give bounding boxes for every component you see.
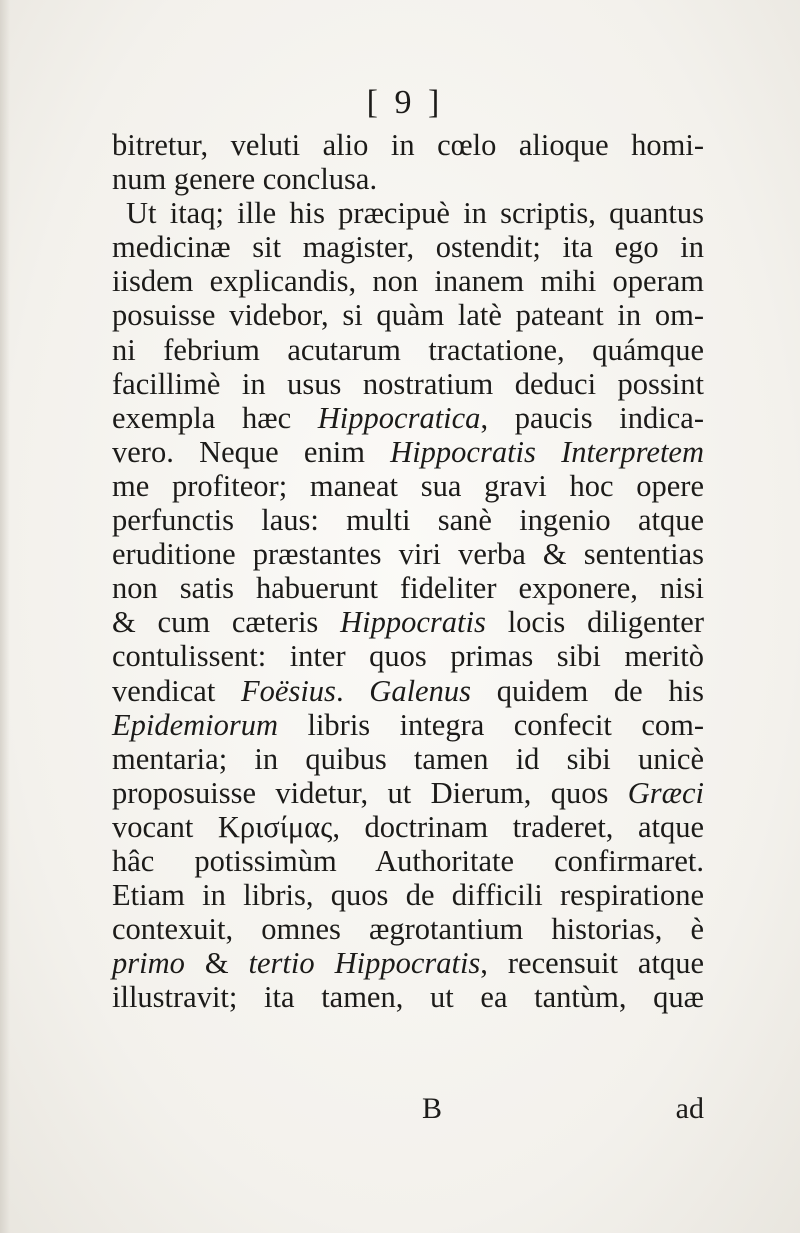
text-line (112, 980, 704, 1014)
page-gutter-shadow (0, 0, 10, 1233)
text-run: perfunctis laus: multi sanè ingenio atque (112, 503, 704, 538)
text-run: libris integra confecit com- (278, 707, 704, 742)
text-line (112, 639, 704, 673)
italic-text: primo (112, 946, 185, 981)
text-line (112, 435, 704, 469)
text-run: . (335, 673, 370, 708)
italic-text: Epidemiorum (112, 707, 279, 742)
italic-text: Galenus (369, 673, 471, 708)
text-run: exempla hæc (112, 400, 318, 435)
text-line (112, 401, 704, 435)
italic-text: tertio Hippocratis (248, 946, 481, 981)
text-run: mentaria; in quibus tamen id sibi unicè (112, 741, 704, 776)
text-line (112, 503, 704, 537)
text-run: Ut itaq; ille his præcipuè in scriptis, quantus (126, 196, 704, 231)
text-run: , paucis indica- (480, 400, 704, 435)
text-line (112, 469, 704, 503)
text-line (112, 946, 704, 980)
catchword: ad (675, 1092, 704, 1125)
text-run: & (184, 946, 249, 981)
text-run: ni febrium acutarum tractatione, quámque (112, 332, 704, 367)
text-line (112, 264, 704, 298)
text-line (112, 571, 704, 605)
text-run: proposuisse videtur, ut Dierum, quos (112, 775, 628, 810)
page-footer (112, 1092, 704, 1132)
text-line (112, 128, 704, 162)
text-run: illustravit; ita tamen, ut ea tantùm, quæ (112, 980, 704, 1015)
text-line (112, 537, 704, 571)
text-run: me profiteor; maneat sua gravi hoc opere (112, 468, 704, 503)
text-run: vero. Neque enim (112, 434, 391, 469)
text-run: & cum cæteris (112, 605, 341, 640)
text-line (112, 776, 704, 810)
text-line (112, 912, 704, 946)
body-text (112, 128, 704, 1014)
text-run: iisdem explicandis, non inanem mihi operam (112, 264, 704, 299)
text-line (112, 298, 704, 332)
italic-text: Hippocratica (317, 400, 481, 435)
text-line (112, 230, 704, 264)
italic-text: Græci (627, 775, 704, 810)
text-run: quidem de his (470, 673, 705, 708)
text-line (112, 810, 704, 844)
text-run: contulissent: inter quos primas sibi meritò (112, 639, 704, 674)
italic-text: Hippocratis Interpretem (390, 434, 704, 469)
text-run: medicinæ sit magister, ostendit; ita ego in (112, 230, 704, 265)
text-run: eruditione præstantes viri verba & sententias (112, 537, 704, 572)
text-run: Etiam in libris, quos de difficili respiratione (112, 878, 704, 913)
text-line (112, 605, 704, 639)
text-line (112, 196, 704, 230)
text-run: facillimè in usus nostratium deduci possint (112, 366, 704, 401)
text-line (112, 844, 704, 878)
text-line (112, 333, 704, 367)
text-run: posuisse videbor, si quàm latè pateant in om- (112, 298, 704, 333)
page-number: [ 9 ] (366, 84, 444, 121)
text-line (112, 878, 704, 912)
text-line (112, 674, 704, 708)
signature-mark: B (422, 1092, 443, 1125)
text-run: , recensuit atque (480, 946, 704, 981)
text-run: hâc potissimùm Authoritate confirmaret. (112, 843, 704, 878)
text-run: non satis habuerunt fideliter exponere, nisi (112, 571, 704, 606)
text-run: vocant Κρισίμας, doctrinam traderet, atque (112, 809, 704, 844)
text-line (112, 742, 704, 776)
italic-text: Foësius (241, 673, 336, 708)
text-run: num genere conclusa. (112, 162, 378, 197)
text-run: locis diligenter (485, 605, 704, 640)
text-run: vendicat (112, 673, 242, 708)
text-line (112, 367, 704, 401)
text-line (112, 708, 704, 742)
text-run: bitretur, veluti alio in cœlo alioque homi- (112, 128, 704, 162)
text-line (112, 162, 704, 196)
text-run: contexuit, omnes ægrotantium historias, è (112, 912, 704, 947)
italic-text: Hippocratis (340, 605, 486, 640)
